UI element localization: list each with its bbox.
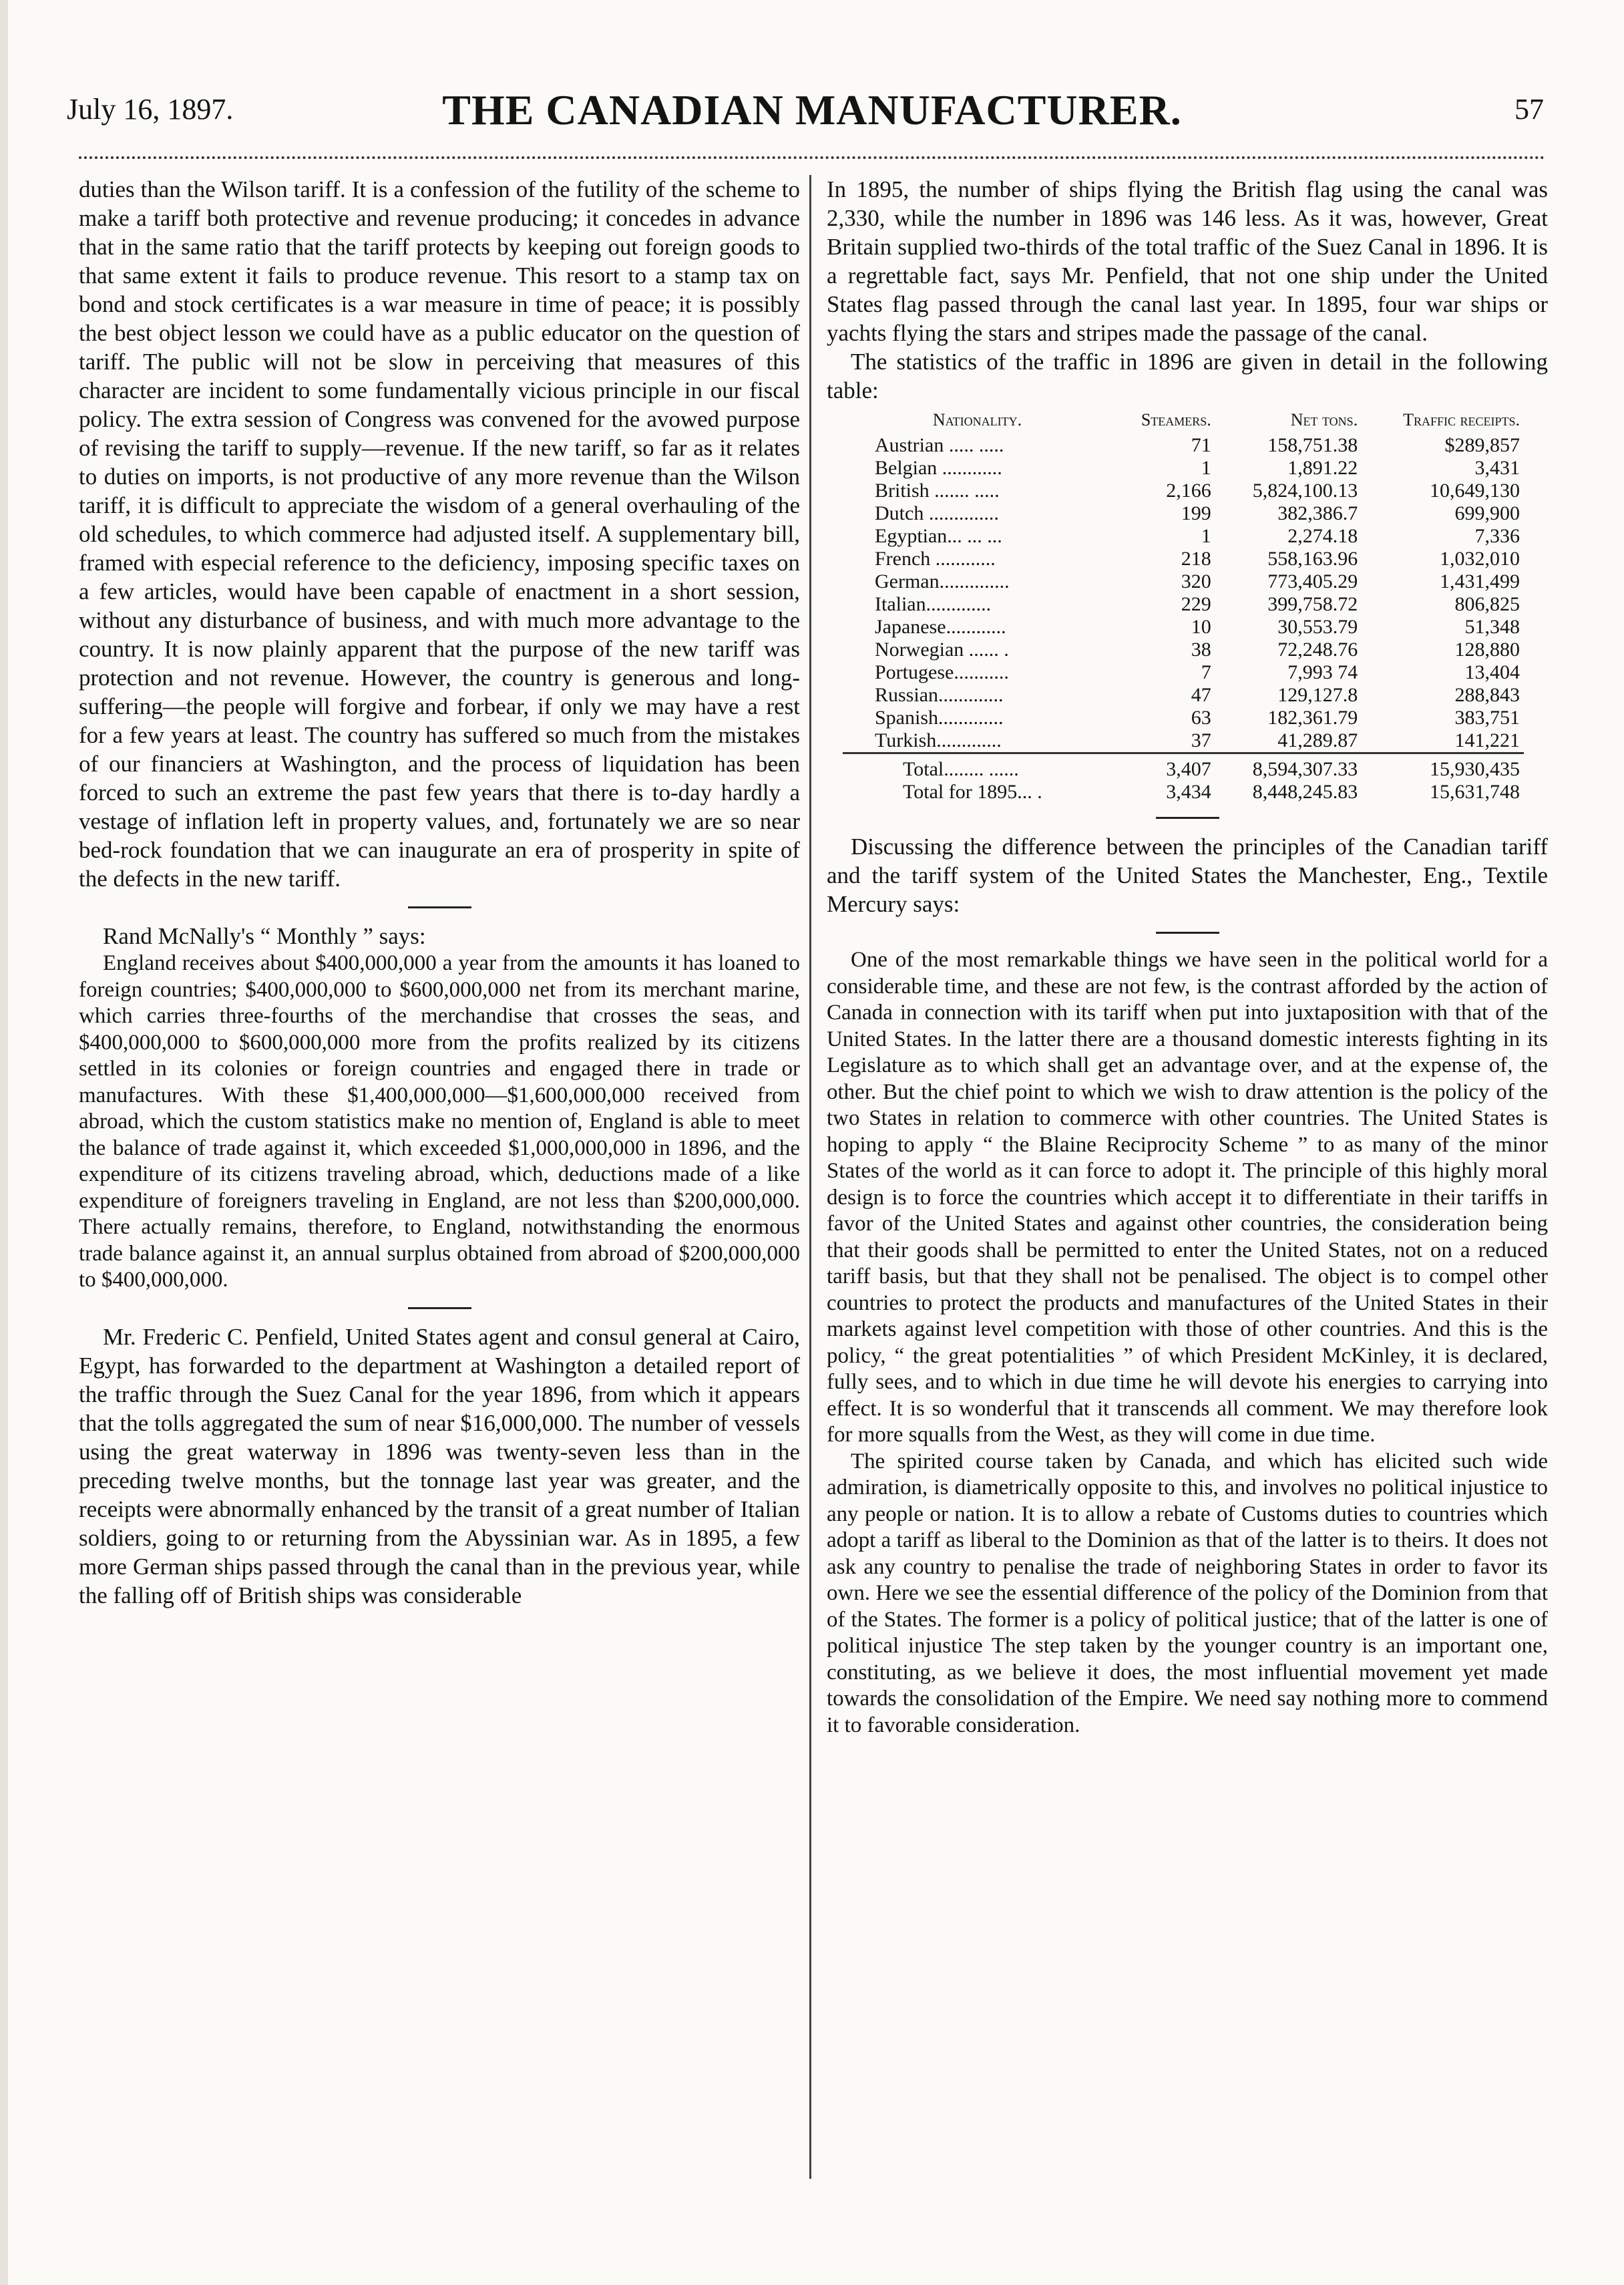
cell-nationality: Egyptian... ... ... [875,525,1002,547]
cell-nationality: French ............ [875,548,996,570]
header-traffic-receipts: Traffic receipts. [1403,410,1520,429]
cell-net-tons: 129,127.8 [1277,684,1358,706]
right-column [827,175,1548,1739]
cell-nationality: Portugese........... [875,661,1009,683]
cell-net-tons: 1,891.22 [1287,457,1358,479]
section-divider [1156,932,1219,934]
cell-steamers: 3,407 [1116,753,1215,781]
cell-net-tons: 5,824,100.13 [1252,480,1358,502]
table-body [843,434,1524,804]
cell-net-tons: 773,405.29 [1267,570,1358,592]
cell-nationality: British ....... ..... [875,480,1000,502]
cell-receipts: 1,431,499 [1440,570,1520,592]
table-row [843,684,1524,707]
section-divider [408,906,471,908]
table-row [843,639,1524,661]
header-nationality: Nationality. [932,410,1022,429]
cell-receipts: 7,336 [1474,525,1520,547]
cell-receipts: 51,348 [1464,616,1520,638]
section-divider [1156,817,1219,819]
cell-nationality: Turkish............. [875,729,1002,751]
cell-net-tons: 558,163.96 [1267,548,1358,570]
cell-net-tons: 158,751.38 [1267,434,1358,456]
right-paragraph-table-intro: The statistics of the traffic in 1896 are given in detail in the following table: [827,349,1548,403]
table-row [843,480,1524,502]
table-total-row [843,753,1524,781]
cell-nationality: Japanese............ [875,616,1006,638]
right-paragraph-quote-canada: The spirited course taken by Canada, and which has elicited such wide admiration, is diametrically opposite to this, and involves no political injustice to any people or nation. It is to allow a rebate of Customs duties to countries which adopt a tariff as liberal to the Dominion as that of the latter is to theirs. It does not ask any country to penalise the trade of neighboring States in order to favor its own. Here we see the essential difference of the policy of the Dominion from that of the States. The former is a policy of political justice; that of the latter is one of political injustice The step taken by the younger country is an important one, constituting, as we believe it does, the most influential movement yet made towards the consolidation of the Empire. We need say nothing more to commend it to favorable consideration. [827,1449,1548,1737]
cell-steamers: 199 [1181,502,1211,524]
cell-steamers: 229 [1181,593,1211,615]
cell-nationality: Spanish............. [875,707,1004,729]
column-divider [809,175,811,2179]
cell-nationality: German.............. [875,570,1010,592]
cell-receipts: 15,631,748 [1430,781,1520,803]
cell-receipts: 288,843 [1454,684,1520,706]
cell-net-tons: 399,758.72 [1267,593,1358,615]
right-paragraph-british-ships: In 1895, the number of ships flying the British flag using the canal was 2,330, while the number in 1896 was 146 less. As it was, however, Great Britain supplied two-thirds of the total traffic of the Suez Canal in 1896. It is a regrettable fact, says Mr. Penfield, that not one ship under the United States flag passed through the canal last year. In 1895, four war ships or yachts flying the stars and stripes made the passage of the canal. [827,176,1548,346]
left-paragraph-england-quote: England receives about $400,000,000 a year from the amounts it has loaned to foreign countries; $400,000,000 to $600,000,000 net from its merchant marine, which carries three-fourths of the merchandise that crosses the seas, and $400,000,000 to $600,000,000 more from the profits realized by its citizens settled in its colonies or foreign countries and engaged there in trade or manufactures. With these $1,400,000,000—$1,600,000,000 received from abroad, which the custom statistics make no mention of, England is able to meet the balance of trade against it, which exceeded $1,000,000,000 in 1896, and the expenditure of its citizens traveling abroad, which, deductions made of a like expenditure of foreigners traveling in England, are not less than $200,000,000. There actually remains, therefore, to England, notwithstanding the enormous trade balance against it, an annual surplus obtained from abroad of $200,000,000 to $400,000,000. [79,951,800,1292]
cell-steamers: 320 [1181,570,1211,592]
cell-net-tons: 2,274.18 [1287,525,1358,547]
cell-receipts: 1,032,010 [1440,548,1520,570]
issue-date: July 16, 1897. [67,93,234,126]
cell-net-tons: 182,361.79 [1267,707,1358,729]
cell-steamers: 10 [1191,616,1211,638]
cell-nationality: Dutch .............. [875,502,999,524]
table-header-row [843,409,1524,434]
cell-receipts: 383,751 [1454,707,1520,729]
header-steamers: Steamers. [1141,410,1211,429]
table-row [843,707,1524,729]
header-net-tons: Net tons. [1290,410,1358,429]
cell-net-tons: 7,993 74 [1287,661,1358,683]
cell-steamers: 3,434 [1166,781,1211,803]
cell-nationality: Belgian ............ [875,457,1002,479]
header-rule [79,156,1545,159]
cell-net-tons: 41,289.87 [1277,729,1358,751]
cell-receipts: $289,857 [1444,434,1520,456]
left-column [79,175,800,1610]
cell-receipts: 15,930,435 [1362,753,1524,781]
table-row [843,616,1524,639]
cell-steamers: 1 [1201,457,1211,479]
cell-steamers: 63 [1191,707,1211,729]
cell-nationality: Total........ ...... [843,753,1116,781]
cell-net-tons: 382,386.7 [1277,502,1358,524]
cell-steamers: 47 [1191,684,1211,706]
cell-receipts: 128,880 [1454,639,1520,661]
cell-receipts: 3,431 [1474,457,1520,479]
cell-net-tons: 8,594,307.33 [1215,753,1362,781]
cell-steamers: 71 [1191,434,1211,456]
cell-nationality: Russian............. [875,684,1004,706]
left-paragraph-tariff: duties than the Wilson tariff. It is a confession of the futility of the scheme to make a tariff both protective and revenue producing; it concedes in advance that in the same ratio that the tariff protects by keeping out foreign goods to that same extent it fails to produce revenue. This resort to a stamp tax on bond and stock certificates is a war measure in time of peace; it is possibly the best object lesson we could have as a public educator on the question of tariff. The public will not be slow in perceiving that measures of this character are incident to some fundamentally vicious principle in our fiscal policy. The extra session of Congress was convened for the avowed purpose of revising the tariff to supply—revenue. If the new tariff, so far as it relates to duties on imports, is not productive of any more revenue than the Wilson tariff, it is difficult to appreciate the wisdom of a general overhauling of the old schedules, to which commerce had adjusted itself. A supplementary bill, framed with especial reference to the deficiency, imposing specific taxes on a few articles, would have been capable of enactment in a short session, without any disturbance of business, and with much more advantage to the country. It is now plainly apparent that the purpose of the new tariff was protection and not revenue. However, the country is generous and long-suffering—the people will forgive and forbear, if only we may have a rest for a few years at least. The country has suffered so much from the mistakes of our financiers at Washington, and the process of liquidation has been forced to such an extreme the past few years that there is to-day hardly a vestage of inflation left in property values, and, fortunately we are so near bed-rock foundation that we can inaugurate an era of prosperity in spite of the defects in the new tariff. [79,176,800,892]
cell-steamers: 2,166 [1166,480,1211,502]
page-number: 57 [1514,93,1544,126]
right-paragraph-quote-contrast: One of the most remarkable things we have seen in the political world for a considerable time, and these are not few, is the contrast afforded by the action of Canada in connection with its tariff when put into juxtaposition with that of the United States. In the latter there are a thousand domestic interests fighting in its Legislature as to which shall get an advantage over, and at the expense of, the other. But the chief point to which we wish to draw attention is the policy of the two States in relation to commerce with other countries. The United States is hoping to apply “ the Blaine Reciprocity Scheme ” to as many of the minor States of the world as it can force to adopt it. The principle of this highly moral design is to force the countries which accept it to differentiate in their tariffs in favor of the United States and against other countries, the consideration being that their goods shall be permitted to enter the United States, not on a reduced tariff basis, but that they shall not be penalised. The object is to compel other countries to protect the products and manufactures of the United States in their markets against level competition with those of other countries. And this is the policy, “ the great potentialities ” of which President McKinley, it is declared, fully sees, and to which in due time he will devote his energies to carrying into effect. It is so wonderful that it transcends all comment. We may therefore look for more squalls from the West, as they will come in due time. [827,948,1548,1447]
table-row [843,661,1524,684]
table-total-1895-row [843,781,1524,804]
cell-net-tons: 72,248.76 [1277,639,1358,661]
table-row [843,729,1524,753]
cell-nationality: Norwegian ...... . [875,639,1009,661]
cell-nationality: Italian............. [875,593,992,615]
cell-receipts: 141,221 [1454,729,1520,751]
page-header [0,0,1624,154]
table-row [843,502,1524,525]
cell-net-tons: 30,553.79 [1277,616,1358,638]
cell-receipts: 806,825 [1454,593,1520,615]
cell-receipts: 10,649,130 [1430,480,1520,502]
table-row [843,570,1524,593]
left-paragraph-suez-canal: Mr. Frederic C. Penfield, United States agent and consul general at Cairo, Egypt, has forwarded to the department at Washington a detailed report of the traffic through the Suez Canal for the year 1896, from which it appears that the tolls aggregated the sum of near $16,000,000. The number of vessels using the great waterway in 1896 was twenty-seven less than in the preceding twelve months, but the tonnage last year was greater, and the receipts were abnormally enhanced by the transit of a great number of Italian soldiers, going to or returning from the Abyssinian war. As in 1895, a few more German ships passed through the canal than in the previous year, while the falling off of British ships was considerable [79,1323,800,1608]
section-divider [408,1307,471,1309]
table-row [843,457,1524,480]
cell-receipts: 13,404 [1464,661,1520,683]
left-paragraph-rand-mcnally-intro: Rand McNally's “ Monthly ” says: [103,923,426,949]
cell-steamers: 7 [1201,661,1211,683]
cell-steamers: 38 [1191,639,1211,661]
cell-net-tons: 8,448,245.83 [1252,781,1358,803]
cell-nationality: Austrian ..... ..... [875,434,1004,456]
cell-nationality: Total for 1895... . [903,781,1042,803]
cell-steamers: 37 [1191,729,1211,751]
cell-steamers: 1 [1201,525,1211,547]
right-paragraph-manchester-intro: Discussing the difference between the principles of the Canadian tariff and the tariff system of the United States the Manchester, Eng., Textile Mercury says: [827,834,1548,917]
table-row [843,593,1524,616]
cell-steamers: 218 [1181,548,1211,570]
table-row [843,434,1524,457]
table-row [843,525,1524,548]
cell-receipts: 699,900 [1454,502,1520,524]
suez-traffic-table [843,409,1524,804]
page-edge-shadow [0,0,8,2285]
table-row [843,548,1524,570]
publication-title: THE CANADIAN MANUFACTURER. [442,86,1182,134]
